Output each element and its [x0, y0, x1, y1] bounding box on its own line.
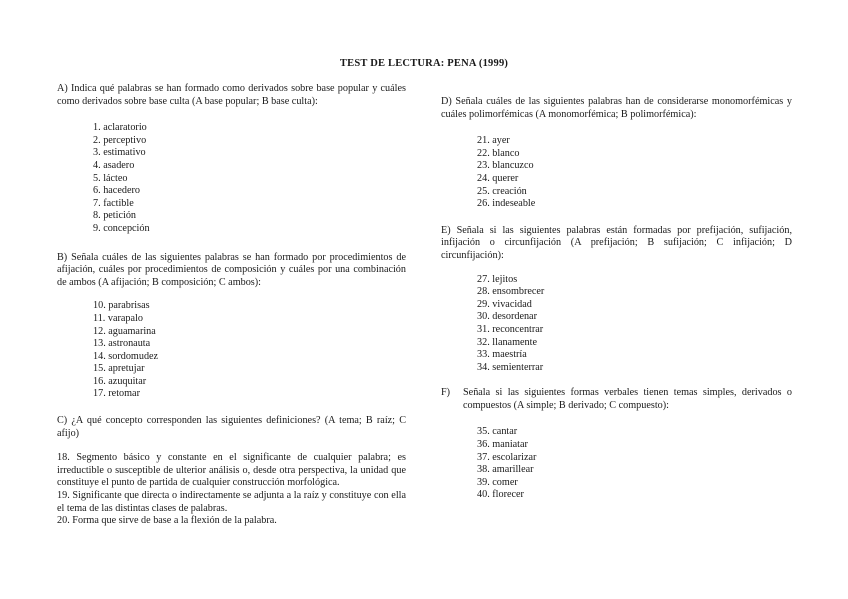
- list-item: 36. maniatar: [477, 439, 528, 451]
- list-item: 16. azuquitar: [93, 375, 147, 387]
- list-item: 23. blancuzco: [477, 160, 534, 172]
- list-item: 27. lejitos: [477, 273, 518, 285]
- section-c-instructions: C) ¿A qué concepto corresponden las siguientes definiciones? (A tema; B raíz; C afijo): [57, 415, 406, 439]
- list-item: 33. maestría: [477, 349, 527, 361]
- list-item: 11. varapalo: [93, 312, 143, 324]
- right-column: [441, 96, 792, 502]
- list-item: 21. ayer: [477, 135, 510, 147]
- list-item: 15. apretujar: [93, 363, 145, 375]
- section-b-instructions: B) Señala cuáles de las siguientes palabras se han formado por procedimientos de afijación, cuáles por procedimientos de composición y cuáles por una combinación de ambos (A afijación; B composición; C ambos):: [57, 251, 406, 288]
- section-b-list: [93, 300, 406, 401]
- list-item: 12. aguamarina: [93, 325, 156, 337]
- page-title: TEST DE LECTURA: PENA (1999): [339, 58, 509, 69]
- definition-item: 20. Forma que sirve de base a la flexión de la palabra.: [57, 515, 277, 527]
- section-f: [441, 387, 792, 412]
- section-e-list: [477, 274, 792, 375]
- list-item: 24. querer: [477, 172, 519, 184]
- list-item: 39. comer: [477, 476, 518, 488]
- list-item: 26. indeseable: [477, 198, 536, 210]
- section-f-list: [477, 426, 792, 502]
- section-e-instructions: E) Señala si las siguientes palabras están formadas por prefijación, sufijación, infijación o circunfijación (A prefijación; B sufijación; C infijación; D circunfijación):: [441, 224, 792, 261]
- list-item: 30. desordenar: [477, 311, 537, 323]
- list-item: 4. asadero: [93, 159, 135, 171]
- list-item: 38. amarillear: [477, 464, 534, 476]
- section-d-instructions: D) Señala cuáles de las siguientes palabras han de considerarse monomorfémicas y cuáles polimorfémicas (A monomorfémica; B polimorfémica):: [441, 96, 792, 120]
- list-item: 1. aclaratorio: [93, 122, 147, 134]
- list-item: 8. petición: [93, 210, 137, 222]
- section-d-list: [477, 135, 792, 211]
- list-item: 9. concepción: [93, 222, 150, 234]
- list-item: 37. escolarizar: [477, 451, 537, 463]
- list-item: 6. hacedero: [93, 185, 140, 197]
- list-item: 7. factible: [93, 197, 134, 209]
- list-item: 35. cantar: [477, 426, 518, 438]
- list-item: 34. semienterrar: [477, 361, 544, 373]
- definition-item: 18. Segmento básico y constante en el significante de cualquier palabra; es irreductible o susceptible de ulterior análisis o, desde otra perspectiva, la unidad que constituye el punto de partida de cualquier construcción morfológica.: [57, 452, 406, 489]
- list-item: 3. estimativo: [93, 147, 146, 159]
- left-column: [57, 83, 406, 528]
- definition-item: 19. Significante que directa o indirectamente se adjunta a la raíz y constituye con ella el tema de las distintas clases de palabras.: [57, 490, 406, 514]
- list-item: 17. retomar: [93, 388, 140, 400]
- section-f-instructions: Señala si las siguientes formas verbales tienen temas simples, derivados o compuestos (A simple; B derivado; C compuesto):: [463, 387, 792, 411]
- section-a-instructions: A) Indica qué palabras se han formado como derivados sobre base popular y cuáles como derivados sobre base culta (A base popular; B base culta):: [57, 83, 406, 107]
- list-item: 32. llanamente: [477, 336, 537, 348]
- list-item: 13. astronauta: [93, 338, 151, 350]
- list-item: 31. reconcentrar: [477, 323, 544, 335]
- list-item: 14. sordomudez: [93, 350, 159, 362]
- section-c-definitions: [57, 452, 406, 528]
- section-a-list: [93, 122, 406, 235]
- list-item: 29. vivacidad: [477, 298, 532, 310]
- list-item: 2. perceptivo: [93, 134, 147, 146]
- list-item: 10. parabrisas: [93, 300, 150, 312]
- list-item: 40. florecer: [477, 489, 524, 501]
- list-item: 25. creación: [477, 185, 527, 197]
- list-item: 28. ensombrecer: [477, 286, 545, 298]
- list-item: 22. blanco: [477, 147, 520, 159]
- list-item: 5. lácteo: [93, 172, 128, 184]
- section-f-letter: F): [441, 387, 451, 399]
